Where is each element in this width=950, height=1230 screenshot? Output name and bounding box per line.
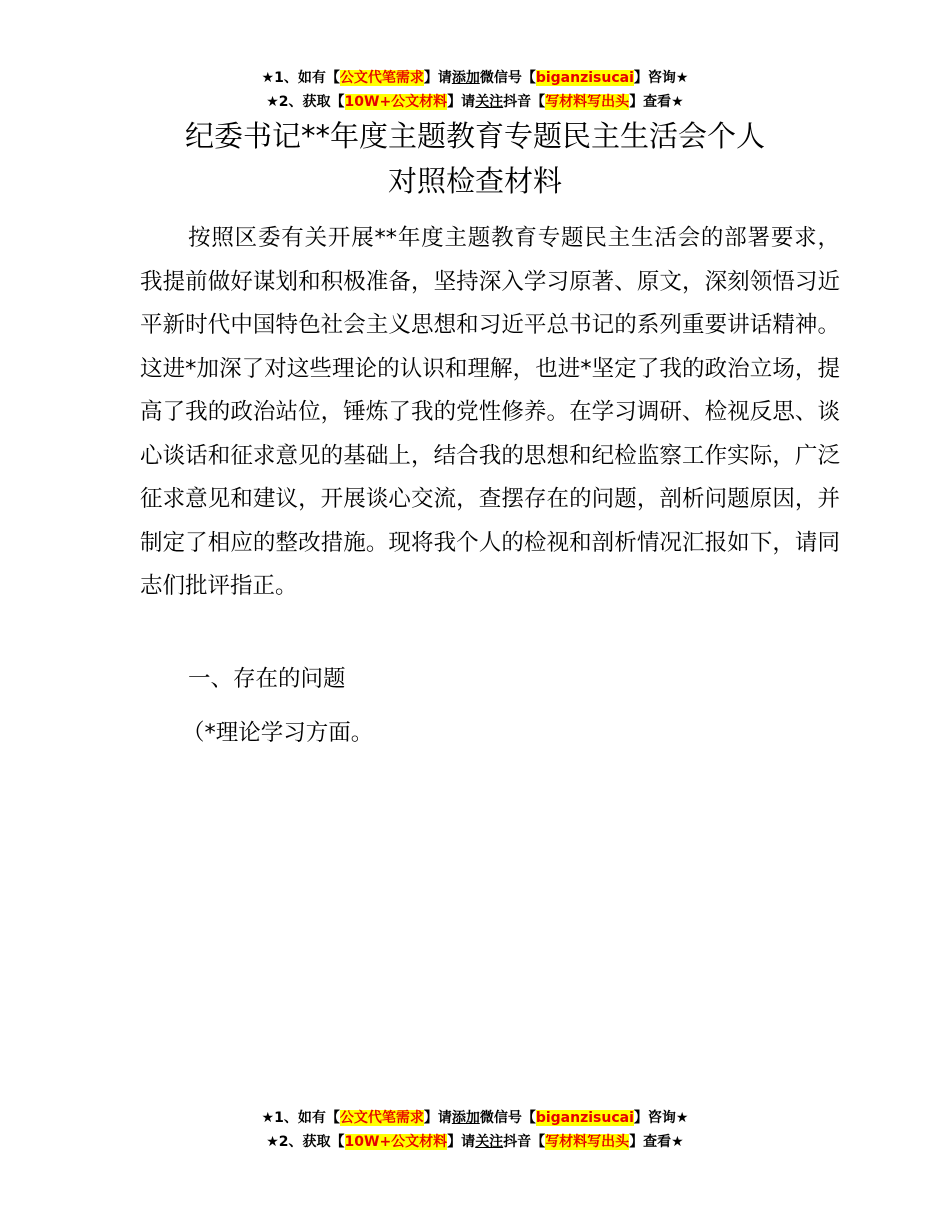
promo-text: 】咨询★ xyxy=(633,1110,689,1126)
promo-text: 】请 xyxy=(423,1110,452,1126)
promo-highlight-service: 公文代笔需求 xyxy=(339,70,424,86)
promo-text: 】查看★ xyxy=(629,1134,684,1150)
promo-text: ★1、如有【 xyxy=(261,1110,340,1126)
promo-text: ★2、获取【 xyxy=(266,94,345,110)
promo-emphasis: 添加 xyxy=(451,1110,480,1126)
promo-highlight-materials: 10W+公文材料 xyxy=(344,94,448,110)
promo-text: 抖音【 xyxy=(503,1134,546,1150)
promo-emphasis: 添加 xyxy=(451,70,480,86)
promo-emphasis: 关注 xyxy=(475,94,504,110)
document-title xyxy=(0,114,950,204)
promo-text: ★2、获取【 xyxy=(266,1134,345,1150)
promo-highlight-materials: 10W+公文材料 xyxy=(344,1134,448,1150)
promo-highlight-wechat: biganzisucai xyxy=(535,1110,634,1126)
promo-highlight-douyin: 写材料写出头 xyxy=(545,94,630,110)
promo-text: 】请 xyxy=(447,1134,476,1150)
section-heading: 一、存在的问题 xyxy=(188,666,346,692)
promo-emphasis: 关注 xyxy=(475,1134,504,1150)
promo-text: 微信号【 xyxy=(479,70,536,86)
promo-text: 抖音【 xyxy=(503,94,546,110)
promo-text: 微信号【 xyxy=(479,1110,536,1126)
footer-promo xyxy=(0,1106,950,1154)
body-paragraph: 按照区委有关开展**年度主题教育专题民主生活会的部署要求，我提前做好谋划和积极准备，坚持深入学习原著、原文，深刻领悟习近平新时代中国特色社会主义思想和习近平总书记的系列重要讲话精神。这进*加深了对这些理论的认识和理解，也进*坚定了我的政治立场，提高了我的政治站位，锤炼了我的党性修养。在学习调研、检视反思、谈心谈话和征求意见的基础上，结合我的思想和纪检监察工作实际，广泛征求意见和建议，开展谈心交流，查摆存在的问题，剖析问题原因，并制定了相应的整改措施。现将我个人的检视和剖析情况汇报如下，请同志们批评指正。 xyxy=(140,225,840,599)
promo-line-1 xyxy=(0,66,950,90)
promo-text: 】请 xyxy=(447,94,476,110)
subsection-heading: （*理论学习方面。 xyxy=(182,720,374,746)
header-promo xyxy=(0,66,950,114)
promo-text: 】请 xyxy=(423,70,452,86)
promo-highlight-douyin: 写材料写出头 xyxy=(545,1134,630,1150)
title-line-2: 对照检查材料 xyxy=(387,164,562,198)
document-body xyxy=(140,217,840,609)
promo-line-2 xyxy=(0,90,950,114)
promo-highlight-service: 公文代笔需求 xyxy=(339,1110,424,1126)
promo-text: ★1、如有【 xyxy=(261,70,340,86)
promo-text: 】咨询★ xyxy=(633,70,689,86)
promo-line-2 xyxy=(0,1130,950,1154)
title-line-1: 纪委书记**年度主题教育专题民主生活会个人 xyxy=(184,119,765,153)
promo-highlight-wechat: biganzisucai xyxy=(535,70,634,86)
promo-text: 】查看★ xyxy=(629,94,684,110)
promo-line-1 xyxy=(0,1106,950,1130)
